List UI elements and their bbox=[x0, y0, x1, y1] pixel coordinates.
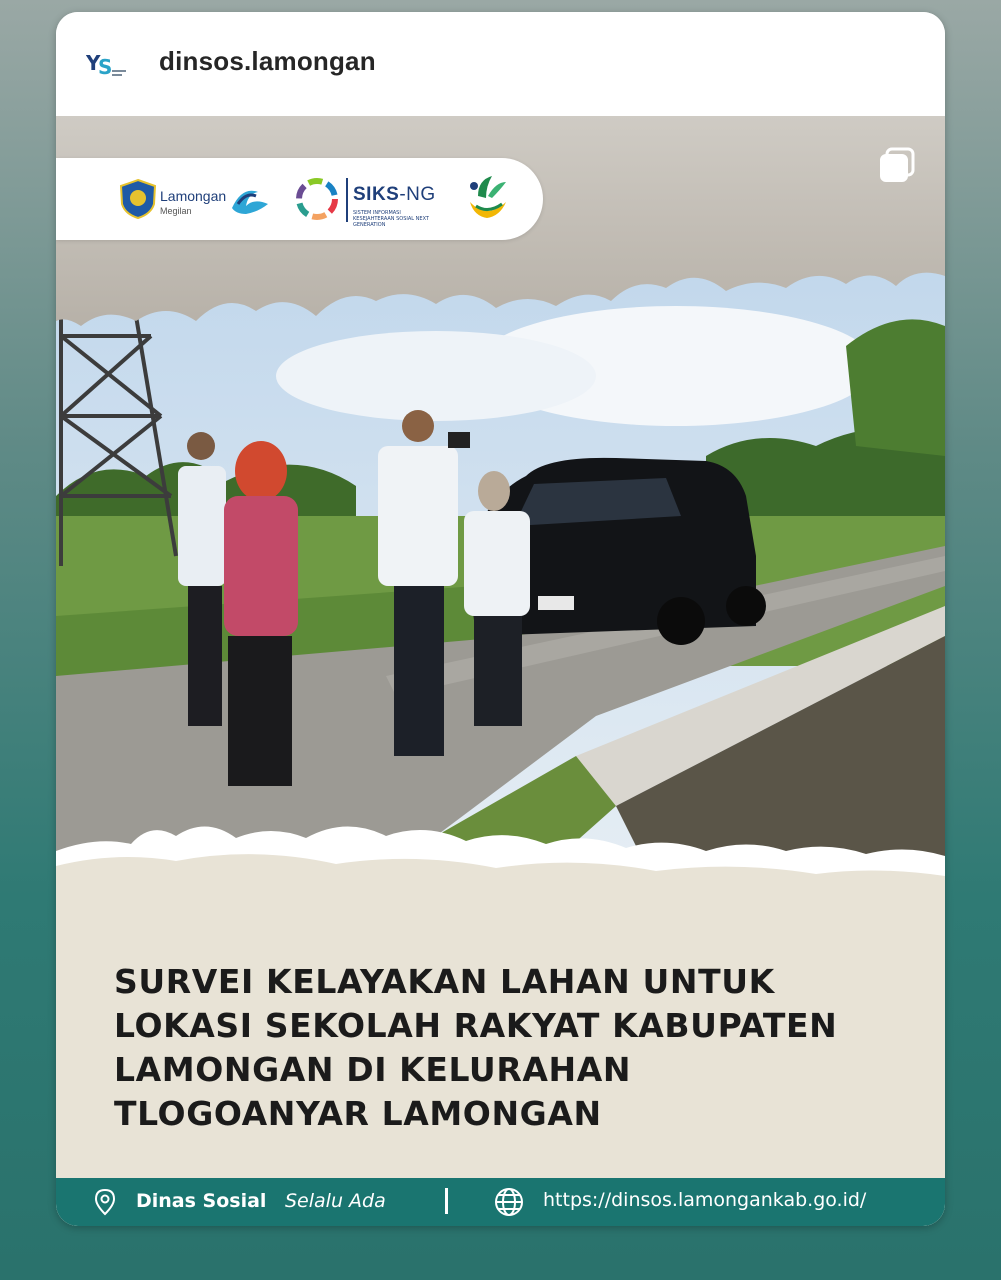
post-card bbox=[56, 12, 945, 1226]
location-pin-icon bbox=[92, 1188, 118, 1216]
caption-line: LOKASI SEKOLAH RAKYAT KABUPATEN bbox=[114, 1006, 838, 1045]
siks-ng-logo-text: SIKS-NG bbox=[353, 184, 436, 205]
svg-text:S: S bbox=[98, 55, 113, 79]
lamongan-wave-icon bbox=[228, 178, 272, 222]
lamongan-seal-icon bbox=[118, 178, 158, 220]
kemensos-logo-icon bbox=[462, 172, 512, 224]
siks-divider bbox=[346, 178, 348, 222]
siks-ng-logo-subtitle: SISTEM INFORMASI KESEJAHTERAAN SOSIAL NEXT GENERATION bbox=[353, 210, 429, 228]
caption-line: LAMONGAN DI KELURAHAN bbox=[114, 1050, 632, 1089]
partner-logos-banner bbox=[56, 158, 543, 240]
globe-icon bbox=[493, 1186, 525, 1218]
carousel-icon[interactable] bbox=[878, 146, 916, 184]
footer-separator bbox=[445, 1188, 448, 1214]
caption-line: SURVEI KELAYAKAN LAHAN UNTUK bbox=[114, 962, 775, 1001]
ys-logo-icon[interactable] bbox=[86, 48, 128, 80]
footer-website-link[interactable]: https://dinsos.lamongankab.go.id/ bbox=[543, 1189, 867, 1211]
post-image[interactable] bbox=[56, 116, 945, 1226]
account-username[interactable]: dinsos.lamongan bbox=[159, 46, 376, 76]
svg-text:Y: Y bbox=[86, 51, 101, 75]
post-footer bbox=[56, 1178, 945, 1226]
sekolah-rakyat-ring-icon bbox=[292, 174, 342, 224]
post-caption-title bbox=[114, 960, 904, 1136]
lamongan-logo-text: Lamongan bbox=[160, 188, 227, 204]
footer-tagline: Selalu Ada bbox=[285, 1190, 386, 1212]
post-header bbox=[56, 12, 945, 116]
footer-org-name: Dinas Sosial bbox=[136, 1190, 267, 1212]
lamongan-logo-tagline: Megilan bbox=[160, 206, 192, 216]
caption-line: TLOGOANYAR LAMONGAN bbox=[114, 1094, 602, 1133]
